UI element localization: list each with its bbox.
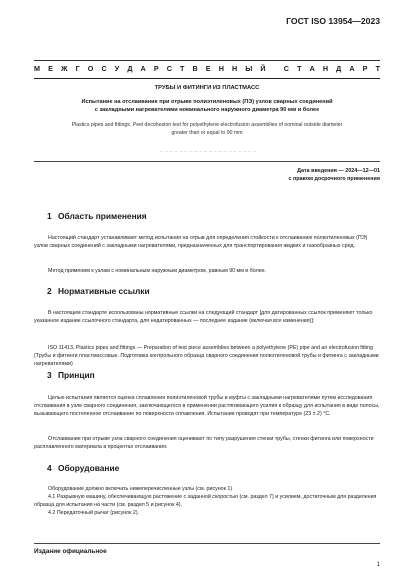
section-number: 3	[47, 370, 52, 380]
standard-type-letter: Н	[218, 64, 224, 73]
section-title: Оборудование	[58, 463, 120, 473]
section-1-paragraph-2: Метод применим к узлам с номинальным наружным диаметром, равным 90 мм и более.	[48, 268, 267, 274]
early-application-note: с правом досрочного применения	[288, 175, 380, 182]
standard-type-letter: Ы	[245, 64, 253, 73]
standard-type-letter: Ж	[60, 64, 68, 73]
english-title	[40, 122, 374, 137]
section-2-paragraph-1: В настоящем стандарте использованы нормативные ссылки на следующий стандарт [для датированных ссылок применяют только указанное издание ссылочного стандарта, для недатированных — последнее издание (включая все изменения)]:	[34, 310, 373, 324]
standard-type-letter: Т	[180, 64, 185, 73]
document-title: ТРУБЫ И ФИТИНГИ ИЗ ПЛАСТМАСС	[154, 85, 260, 91]
english-title-line-1: Plastics pipes and fittings. Peel decohesion test for polyethylene electrofusion assemblies of nominal outside diameter	[71, 122, 343, 128]
section-4-paragraph-2: 4.1 Разрывную машину, обеспечивающую растяжение с заданной скоростью (см. раздел 7) и усилием, достаточным для разделения образца для испытания на части (см. раздел 5 и рисунок 4).	[34, 494, 377, 508]
standard-type-letter: С	[283, 64, 289, 73]
standard-type-letter: Р	[153, 64, 159, 73]
standard-type-letter: М	[34, 64, 40, 73]
footer-rule	[34, 543, 380, 544]
section-number: 2	[47, 286, 52, 296]
section-2-heading	[47, 286, 150, 296]
subtitle-line-1: Испытание на отслаивание при отрыве полиэтиленовых (ПЭ) узлов сварных соединений	[81, 99, 333, 105]
title-rule	[34, 161, 380, 162]
standard-type-letter: А	[309, 64, 315, 73]
standard-type-letter: С	[101, 64, 107, 73]
section-3-paragraph-2: Отслаивание при отрыве узла сварного соединения оценивают по типу разрушения стенки трубы, стенки фитинга или поверхности расплавленного материала в процентах отслаивания.	[34, 436, 374, 450]
document-number: ГОСТ ISO 13954—2023	[286, 16, 380, 26]
header-rule-thin	[34, 60, 380, 61]
standard-type-letter: А	[140, 64, 146, 73]
standard-type-letter: У	[114, 64, 120, 73]
section-title: Область применения	[58, 211, 147, 221]
standard-type-letter: Е	[205, 64, 211, 73]
section-4-paragraph-1: Оборудование должно включать нижеперечисленные узлы (см. рисунок 1)	[48, 486, 233, 492]
standard-type-letter: Й	[260, 64, 266, 73]
section-number: 1	[47, 211, 52, 221]
section-number: 4	[47, 463, 52, 473]
standard-type-heading	[34, 64, 380, 73]
section-3-heading	[47, 370, 95, 380]
introduction-date: Дата введения — 2024—12—01	[297, 168, 380, 174]
standard-type-letter: Д	[336, 64, 342, 73]
standard-type-letter: Д	[127, 64, 133, 73]
section-3-paragraph-1: Целью испытания является оценка сплавления полиэтиленовой трубы и муфты с закладными нагревателями путем исследования отслаивания в узле сварного соединения, заключающегося в применении растягивающего усилия к образцу для испытания в виде полосы, вызывающего постепенное отслаивание по поверхности сплавления. Испытание проводят при температуре (23 ± 2) °C.	[34, 395, 380, 417]
official-edition-label: Издание официальное	[34, 548, 107, 555]
section-2-paragraph-2: ISO 11413, Plastics pipes and fittings — Preparation of test piece assemblies between a polyethylene (PE) pipe and an electrofusion fitting (Трубы и фитинги пластмассовые. Подготовка контрольного образца сварного соединения полиэтиленовой трубы и фитинга с закладными нагревателями)	[34, 345, 379, 367]
standard-type-letter: Н	[231, 64, 238, 73]
english-title-line-2: greater than or equal to 90 mm	[171, 129, 243, 136]
standard-type-letter: В	[192, 64, 198, 73]
document-subtitle	[40, 98, 374, 114]
faint-separator	[160, 151, 256, 152]
standard-type-letter: С	[166, 64, 172, 73]
standard-type-letter	[274, 64, 276, 73]
standard-type-letter: А	[349, 64, 355, 73]
section-title: Нормативные ссылки	[58, 286, 150, 296]
header-rule-thick	[34, 78, 380, 79]
section-1-heading	[47, 211, 147, 221]
standard-type-letter: Т	[375, 64, 380, 73]
standard-type-letter: Т	[297, 64, 302, 73]
page-number: 1	[376, 562, 380, 568]
standard-type-letter: О	[87, 64, 94, 73]
standard-type-letter: Н	[322, 64, 329, 73]
section-4-paragraph-3: 4.2 Передаточный рычаг (рисунок 2).	[48, 510, 140, 516]
introduction-date-block	[288, 168, 380, 183]
standard-type-letter: Г	[75, 64, 80, 73]
section-4-heading	[47, 463, 119, 473]
section-title: Принцип	[58, 370, 95, 380]
standard-type-letter: Е	[48, 64, 53, 73]
section-1-paragraph-1: Настоящий стандарт устанавливает метод испытания на отрыв для определения стойкости к отслаиванию полиэтиленовых (ПЭ) узлов сварных соединений с закладными нагревателями, предназначенных для транспортирования жидких и газообразных сред.	[34, 235, 368, 249]
standard-type-letter: Р	[362, 64, 368, 73]
subtitle-line-2: с закладными нагревателями номинального наружного диаметра 90 мм и более	[94, 107, 320, 113]
